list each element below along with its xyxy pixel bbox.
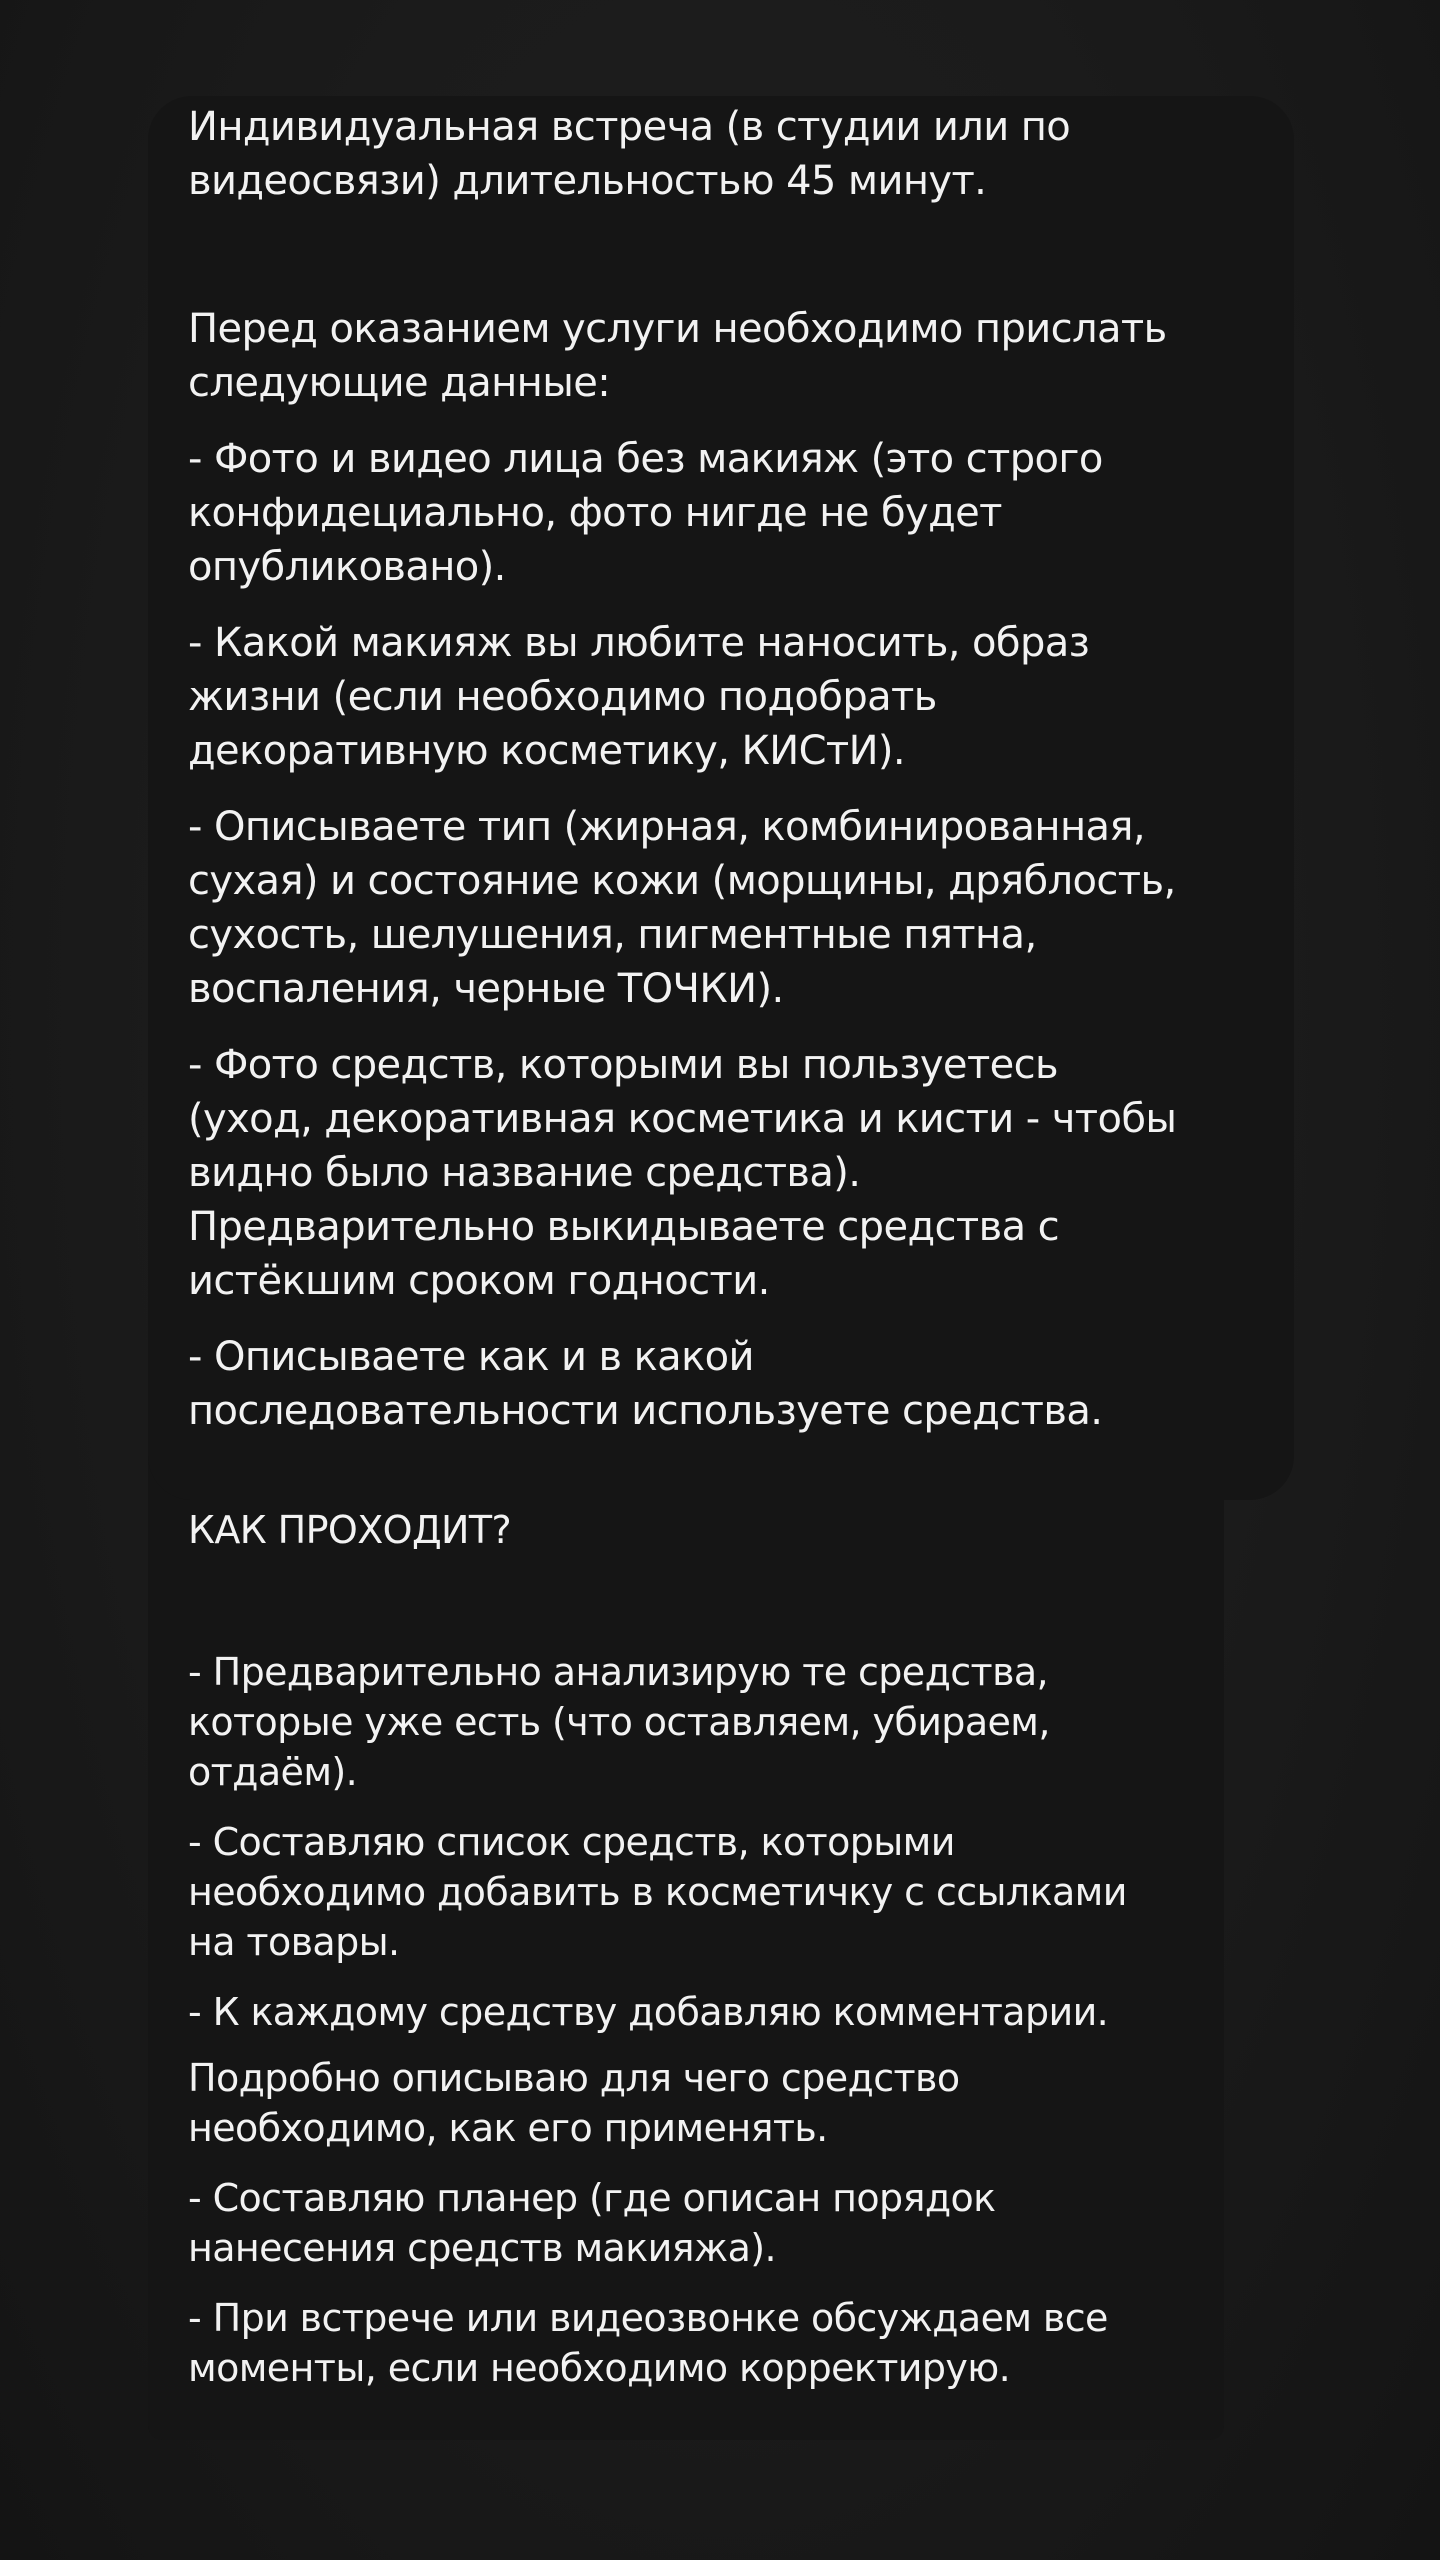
process-item-usage-details: Подробно описываю для чего средство необходимо, как его применять.: [188, 2056, 960, 2150]
process-heading: КАК ПРОХОДИТ?: [188, 1508, 512, 1552]
service-description: [188, 100, 1258, 1438]
process-item-product-list: - Составляю список средств, которыми необходимо добавить в косметичку с ссылками на товары.: [188, 1820, 1127, 1964]
process-description: [188, 1505, 1218, 2393]
process-item-planner: - Составляю планер (где описан порядок нанесения средств макияжа).: [188, 2176, 996, 2270]
process-item-comments: - К каждому средству добавляю комментарии.: [188, 1990, 1109, 2034]
requirement-item-usage-order: - Описываете как и в какой последовательности используете средства.: [188, 1334, 1103, 1434]
requirement-item-product-photos: - Фото средств, которыми вы пользуетесь (уход, декоративная косметика и кисти - чтобы видно было название средства). Предварительно выкидываете средства с истёкшим сроком годности.: [188, 1042, 1177, 1304]
process-item-meeting: - При встрече или видеозвонке обсуждаем все моменты, если необходимо корректирую.: [188, 2296, 1108, 2390]
requirement-item-makeup-lifestyle: - Какой макияж вы любите наносить, образ жизни (если необходимо подобрать декоративную косметику, КИСтИ).: [188, 620, 1090, 774]
requirements-heading: Перед оказанием услуги необходимо прислать следующие данные:: [188, 306, 1167, 406]
requirement-item-skin-type: - Описываете тип (жирная, комбинированная, сухая) и состояние кожи (морщины, дряблость, сухость, шелушения, пигментные пятна, воспаления, черные ТОЧКИ).: [188, 804, 1176, 1012]
intro-text: Индивидуальная встреча (в студии или по видеосвязи) длительностью 45 минут.: [188, 104, 1071, 204]
requirement-item-photos: - Фото и видео лица без макияж (это строго конфидециально, фото нигде не будет опубликовано).: [188, 436, 1103, 590]
process-item-analysis: - Предварительно анализирую те средства, которые уже есть (что оставляем, убираем, отдаём).: [188, 1650, 1050, 1794]
